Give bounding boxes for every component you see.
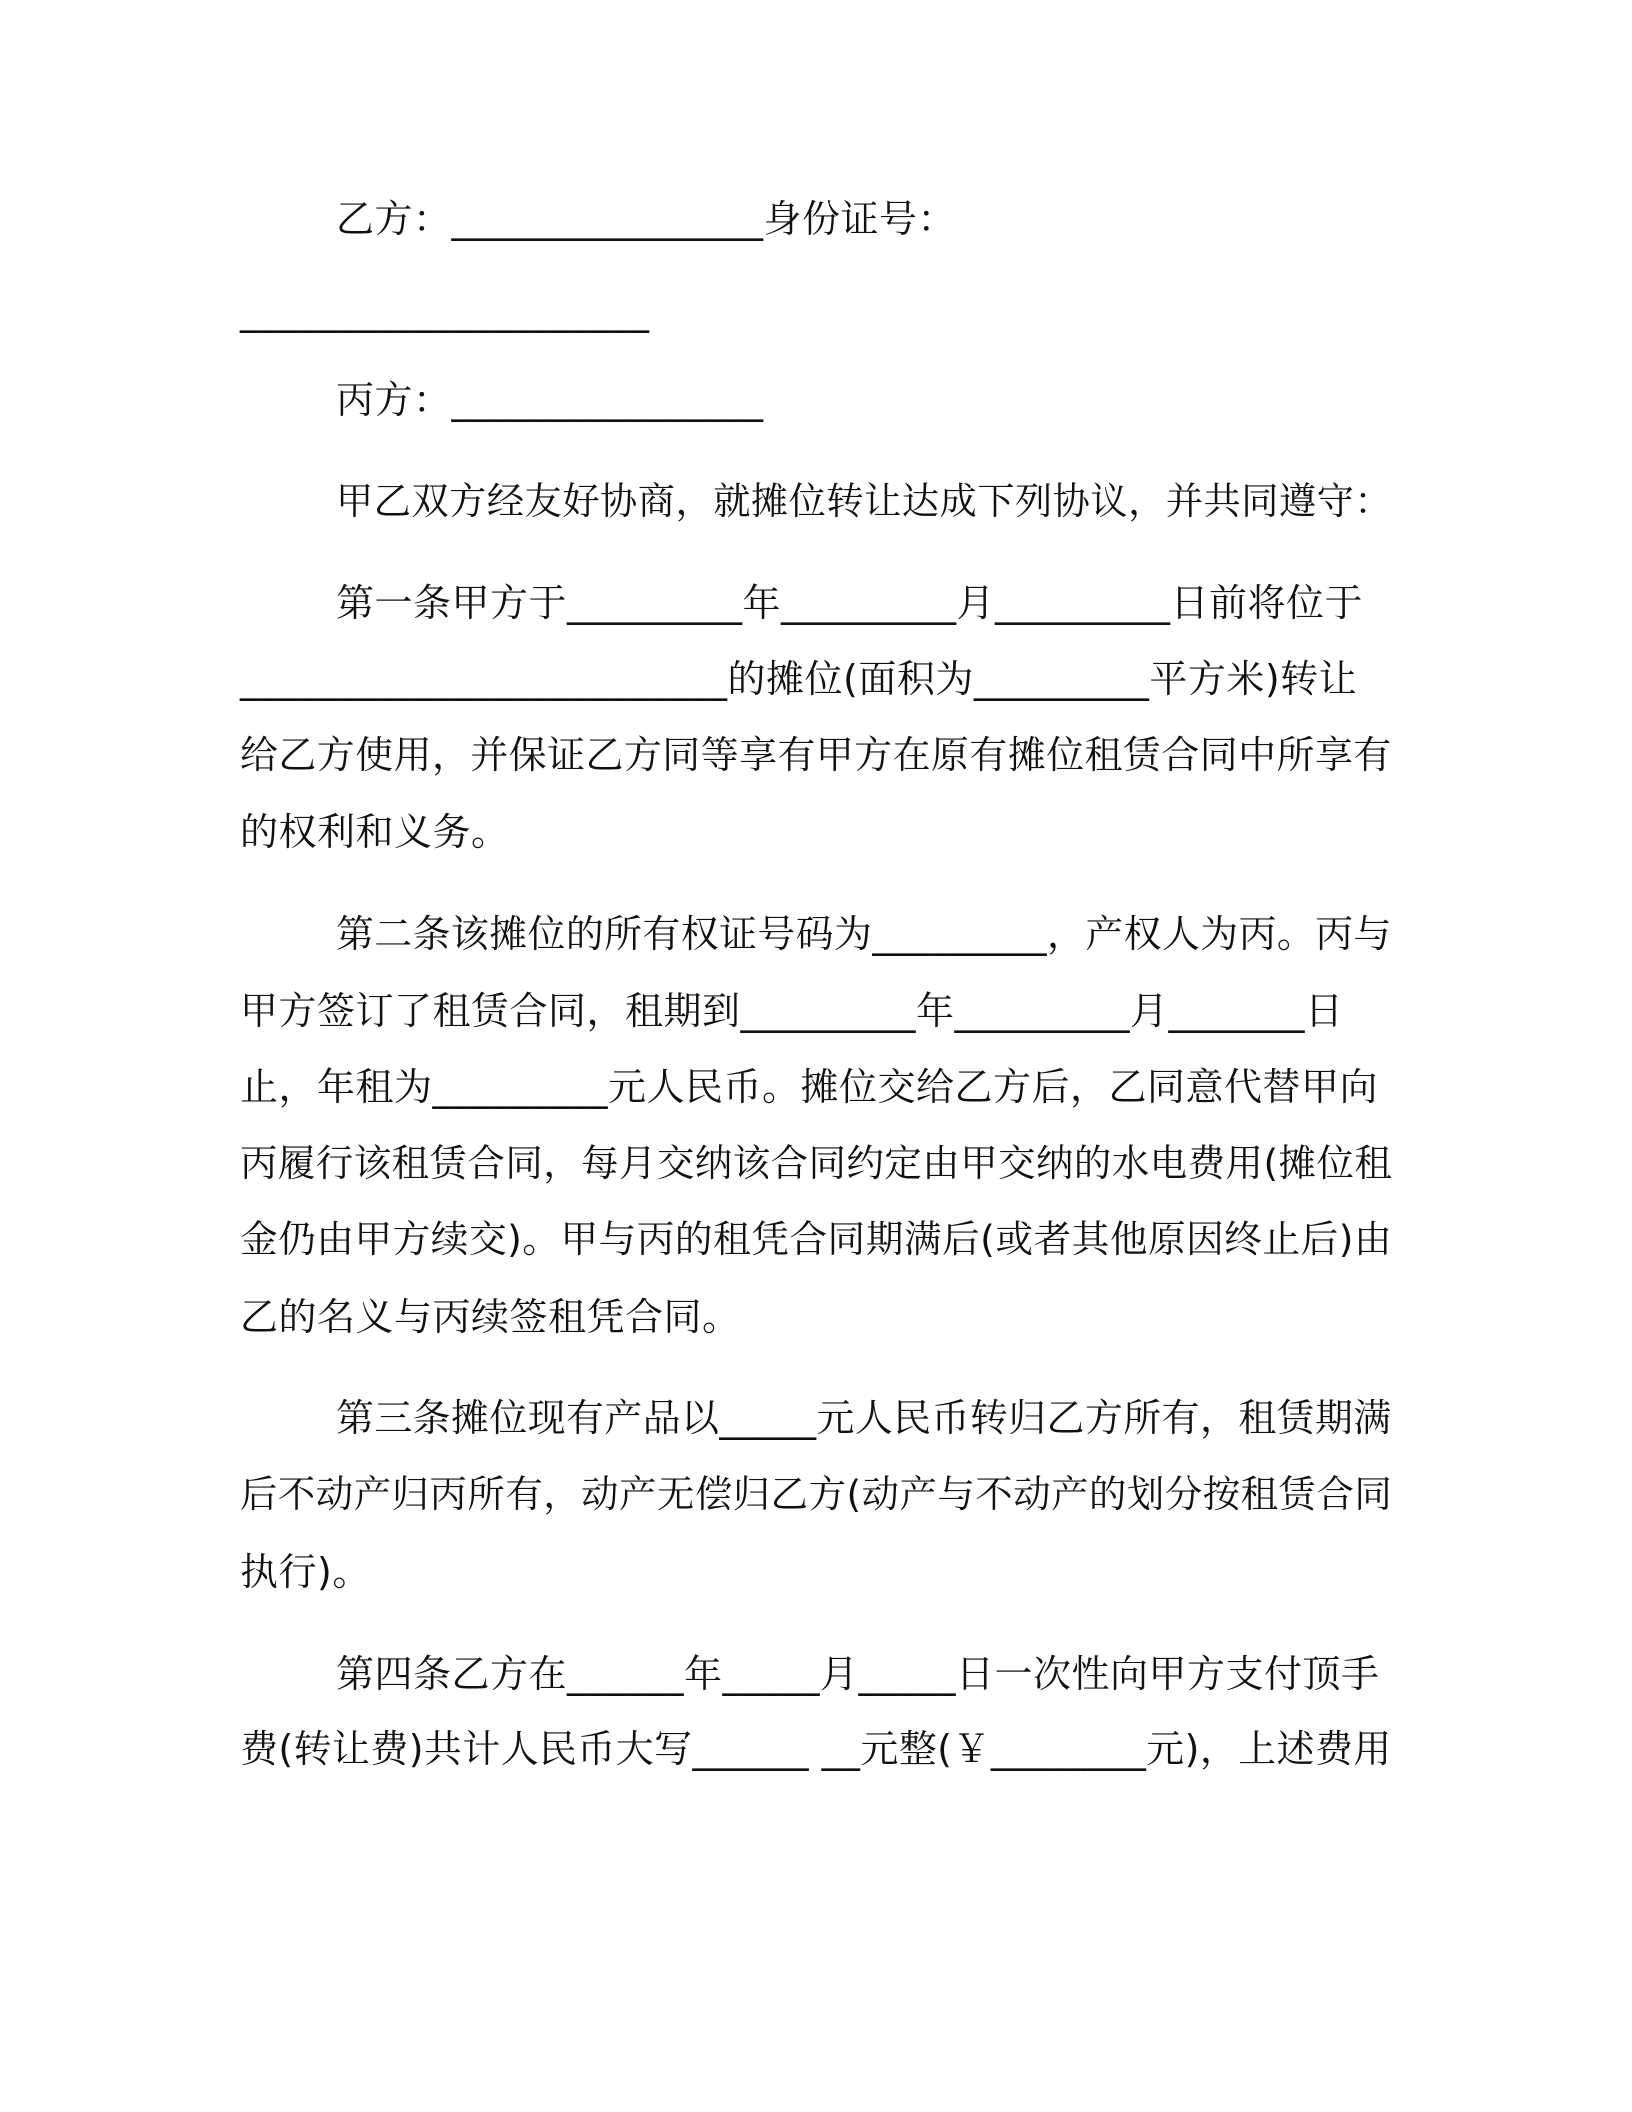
- article-2-line-6: 乙的名义与丙续签租凭合同。: [240, 1295, 741, 1339]
- article-1-line-2: _________________________的摊位(面积为_________平方米)转让: [240, 657, 1358, 701]
- party-b-id-blank: _____________________: [240, 289, 650, 333]
- article-4-line-2: 费(转让费)共计人民币大写______ __元整(￥________元)，上述费用: [240, 1727, 1392, 1771]
- article-4-line-1: 第四条乙方在______年_____月_____日一次性向甲方支付顶手: [336, 1652, 1380, 1696]
- article-2-line-4: 丙履行该租赁合同，每月交纳该合同约定由甲交纳的水电费用(摊位租: [240, 1141, 1393, 1185]
- article-1-line-3: 给乙方使用，并保证乙方同等享有甲方在原有摊位租赁合同中所享有: [240, 733, 1392, 777]
- article-2-line-1: 第二条该摊位的所有权证号码为_________，产权人为丙。丙与: [336, 912, 1392, 956]
- article-1-line-4: 的权利和义务。: [240, 810, 510, 854]
- article-3-line-1: 第三条摊位现有产品以_____元人民币转归乙方所有，租赁期满: [336, 1396, 1392, 1440]
- party-c-line: 丙方：________________: [336, 378, 764, 422]
- preamble-line: 甲乙双方经友好协商，就摊位转让达成下列协议，并共同遵守：: [336, 479, 1393, 523]
- party-b-line: 乙方：________________身份证号：: [336, 197, 957, 241]
- article-3-line-2: 后不动产归丙所有，动产无偿归乙方(动产与不动产的划分按租赁合同: [240, 1472, 1393, 1516]
- article-3-line-3: 执行)。: [240, 1550, 371, 1594]
- article-2-line-3: 止，年租为_________元人民币。摊位交给乙方后，乙同意代替甲向: [240, 1065, 1379, 1109]
- article-2-line-2: 甲方签订了租赁合同，租期到_________年_________月_______日: [240, 989, 1344, 1033]
- article-2-line-5: 金仍由甲方续交)。甲与丙的租凭合同期满后(或者其他原因终止后)由: [240, 1217, 1393, 1261]
- article-1-line-1: 第一条甲方于_________年_________月_________日前将位于: [336, 581, 1364, 625]
